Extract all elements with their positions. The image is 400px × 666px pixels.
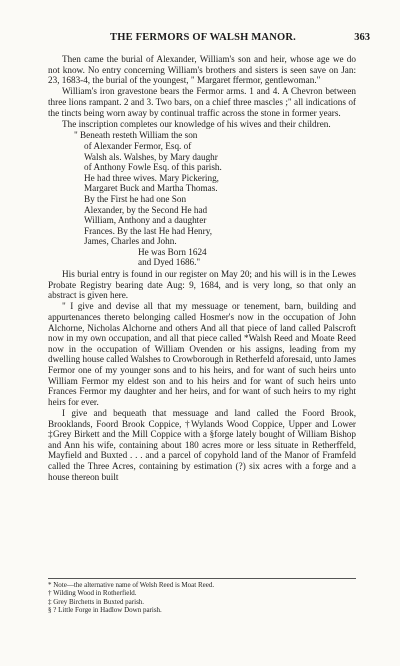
inscription-line: Margaret Buck and Martha Thomas.: [84, 183, 218, 194]
inscription-line: By the First he had one Son: [84, 193, 187, 204]
inscription-line: James, Charles and John.: [84, 236, 177, 247]
inscription-line: of Alexander Fermor, Esq. of: [84, 140, 192, 151]
footnotes: [48, 578, 356, 615]
inscription-line: He was Born 1624: [138, 246, 207, 257]
inscription-line: and Dyed 1686.": [138, 257, 201, 268]
inscription-line: of Anthony Fowle Esq. of this parish.: [84, 162, 222, 173]
footnote: † Wilding Wood in Rotherfield.: [48, 589, 137, 598]
inscription-line: " Beneath resteth William the son: [74, 130, 198, 141]
running-header: [36, 32, 370, 46]
footnote: § ? Little Forge in Hadlow Down parish.: [48, 606, 162, 615]
paragraph: William's iron gravestone bears the Fermor arms. 1 and 4. A Chevron between three lions rampant. 2 and 3. Two bars, on a chief three mascles ;" all indications of the tincts being worn away by continual traffic across the stone in former years.: [48, 86, 356, 118]
page-number: 363: [354, 32, 370, 43]
inscription-line: Alexander, by the Second He had: [84, 204, 208, 215]
will-quotation: " I give and devise all that my messuage or tenement, barn, building and appurtenances thereto belonging called Hosmer's now in the occupation of John Alchorne, Nicholas Alchorne and others And all that piece of land called Palscroft now in my own occupation, and all that piece called *Walsh Reed and Moate Reed now in the occupation of William Ovenden or his assigns, leading from my dwelling house called Walshes to Crowborough in Retherfeld aforesaid, unto James Fermor one of my younger sons and to his heirs, and for want of such heirs unto William Fermor my eldest son and to his heirs and for want of such heirs unto Frances Fermor my daughter and her heirs, and for want of such heirs to my right heirs for ever.: [48, 301, 356, 407]
paragraph: Then came the burial of Alexander, William's son and heir, whose age we do not know. No entry concerning William's brothers and sisters is seen save on Jan: 23, 1683-4, the burial of the youngest, " Margaret ffermor, gentlewoman.": [48, 54, 356, 86]
inscription-line: He had three wives. Mary Pickering,: [84, 172, 219, 183]
inscription-line: William, Anthony and a daughter: [84, 215, 207, 226]
inscription-line: Walsh als. Walshes, by Mary daughr: [84, 151, 218, 162]
running-title: THE FERMORS OF WALSH MANOR.: [110, 32, 296, 43]
main-text: [48, 54, 356, 483]
paragraph: I give and bequeath that messuage and land called the Foord Brook, Brooklands, Foord Brook Coppice, †Wylands Wood Coppice, Upper and Lower ‡Grey Birkett and the Mill Coppice with a §forge lately bought of William Bishop and Ann his wife, containing about 180 acres more or less situate in Retherffeld, Mayfield and Buxted . . . and a parcel of copyhold land of the Manor of Framfeld called the Three Acres, containing by estimation (?) six acres with a forge and a house thereon built: [48, 407, 356, 482]
footnote: * Note—the alternative name of Welsh Reed is Moat Reed.: [48, 581, 215, 589]
footnote: ‡ Grey Birchetts in Buxted parish.: [48, 597, 145, 606]
inscription-line: Frances. By the last He had Henry,: [84, 225, 212, 236]
paragraph: His burial entry is found in our register on May 20; and his will is in the Lewes Probate Registry bearing date Aug: 9, 1684, and is very long, so that only an abstract is given here.: [48, 269, 356, 301]
paragraph: The inscription completes our knowledge of his wives and their children.: [62, 118, 331, 129]
gravestone-inscription: [74, 130, 356, 268]
